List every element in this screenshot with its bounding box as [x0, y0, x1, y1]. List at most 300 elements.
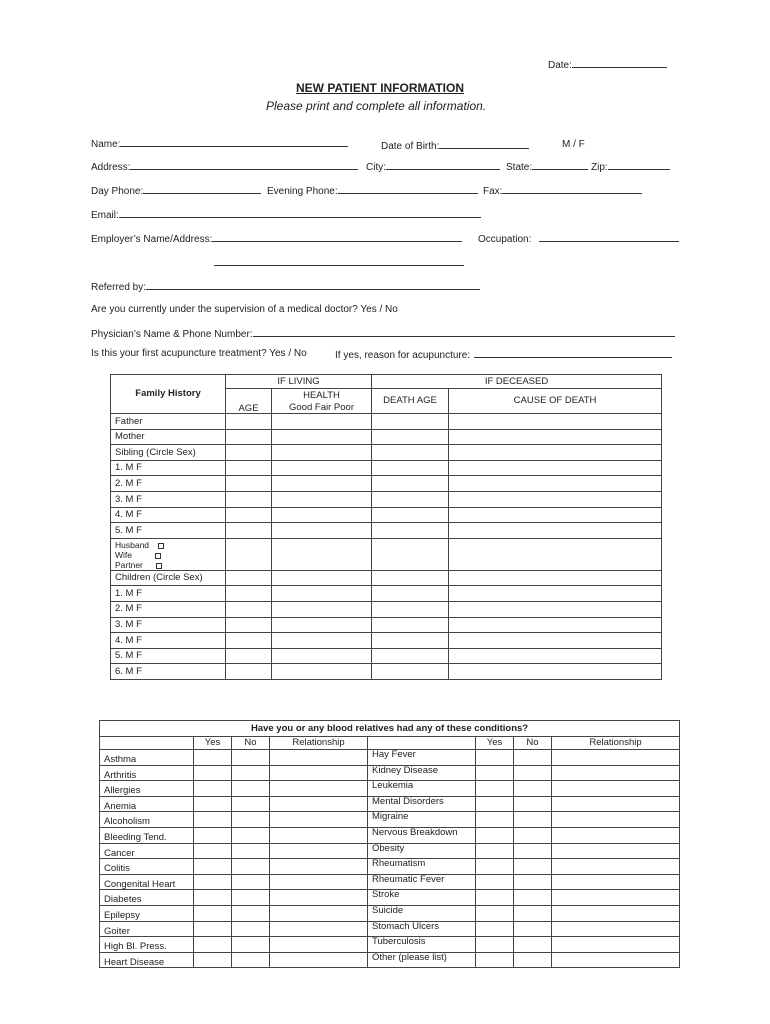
fh-cell[interactable] — [272, 429, 372, 445]
employer-line-2 — [214, 256, 464, 269]
physician-field — [91, 327, 675, 340]
fh-cell[interactable] — [372, 538, 449, 570]
condition-label: Kidney Disease — [368, 765, 476, 781]
fh-cell[interactable] — [449, 507, 662, 523]
condition-no-cell[interactable] — [514, 859, 552, 875]
condition-no-cell[interactable] — [232, 843, 270, 859]
fh-cell[interactable] — [272, 570, 372, 586]
fh-cell[interactable] — [449, 586, 662, 602]
condition-yes-cell[interactable] — [476, 874, 514, 890]
name-input[interactable] — [120, 137, 348, 147]
condition-yes-cell[interactable] — [194, 781, 232, 797]
fh-cell[interactable] — [449, 491, 662, 507]
condition-relationship-cell[interactable] — [270, 890, 368, 906]
date-field — [548, 58, 667, 71]
condition-relationship-cell[interactable] — [552, 874, 680, 890]
table-row — [100, 765, 680, 781]
condition-label: Rheumatic Fever — [368, 874, 476, 890]
day-phone-field — [91, 184, 261, 197]
table-row — [100, 843, 680, 859]
condition-yes-cell[interactable] — [194, 750, 232, 766]
condition-relationship-cell[interactable] — [552, 952, 680, 968]
condition-relationship-cell[interactable] — [270, 937, 368, 953]
occupation-input[interactable] — [539, 232, 679, 242]
condition-yes-cell[interactable] — [194, 796, 232, 812]
condition-yes-cell[interactable] — [476, 937, 514, 953]
condition-no-cell[interactable] — [232, 890, 270, 906]
if-living-header: IF LIVING — [226, 375, 372, 389]
physician-input[interactable] — [253, 327, 675, 337]
evening-phone-field — [267, 184, 478, 197]
fh-cell[interactable] — [449, 648, 662, 664]
family-history-title: Family History — [111, 375, 226, 414]
family-member-label: 1. M F — [111, 586, 226, 602]
family-member-label: 2. M F — [111, 476, 226, 492]
condition-yes-cell[interactable] — [194, 765, 232, 781]
fh-cell[interactable] — [372, 491, 449, 507]
fh-cell[interactable] — [372, 476, 449, 492]
condition-label: Arthritis — [100, 765, 194, 781]
table-row — [100, 952, 680, 968]
fh-cell[interactable] — [226, 445, 272, 461]
condition-yes-cell[interactable] — [476, 827, 514, 843]
condition-yes-cell[interactable] — [194, 937, 232, 953]
condition-relationship-cell[interactable] — [270, 843, 368, 859]
condition-label: Asthma — [100, 750, 194, 766]
family-member-label: 4. M F — [111, 633, 226, 649]
fh-cell[interactable] — [226, 617, 272, 633]
cond-header-blank — [100, 737, 194, 750]
condition-yes-cell[interactable] — [476, 859, 514, 875]
condition-relationship-cell[interactable] — [270, 859, 368, 875]
fh-cell[interactable] — [449, 601, 662, 617]
email-field — [91, 208, 481, 221]
condition-label: Epilepsy — [100, 905, 194, 921]
fh-cell[interactable] — [372, 445, 449, 461]
fh-cell[interactable] — [272, 586, 372, 602]
family-member-label: Father — [111, 414, 226, 430]
condition-label: Leukemia — [368, 781, 476, 797]
day-phone-input[interactable] — [143, 184, 261, 194]
sex-option[interactable]: M / F — [562, 139, 585, 150]
condition-label: Allergies — [100, 781, 194, 797]
condition-label: Mental Disorders — [368, 796, 476, 812]
death-age-header: DEATH AGE — [372, 389, 449, 414]
condition-no-cell[interactable] — [514, 905, 552, 921]
fh-cell[interactable] — [226, 460, 272, 476]
fh-cell[interactable] — [372, 648, 449, 664]
family-member-label: Mother — [111, 429, 226, 445]
fh-cell[interactable] — [372, 617, 449, 633]
city-label: City: — [366, 162, 386, 173]
condition-label: Suicide — [368, 905, 476, 921]
condition-yes-cell[interactable] — [194, 921, 232, 937]
spouse-options — [111, 538, 226, 570]
referred-field — [91, 280, 480, 293]
fax-input[interactable] — [502, 184, 642, 194]
fh-cell[interactable] — [449, 523, 662, 539]
age-header: AGE — [226, 389, 272, 414]
table-row — [111, 648, 662, 664]
condition-no-cell[interactable] — [232, 952, 270, 968]
no-header: No — [514, 737, 552, 750]
state-field — [506, 160, 588, 173]
fh-cell[interactable] — [272, 633, 372, 649]
physician-label: Physician’s Name & Phone Number: — [91, 329, 253, 340]
condition-yes-cell[interactable] — [476, 750, 514, 766]
condition-label: Other (please list) — [368, 952, 476, 968]
husband-checkbox[interactable] — [158, 543, 164, 549]
table-row — [111, 633, 662, 649]
table-row — [100, 750, 680, 766]
table-row — [111, 460, 662, 476]
condition-yes-cell[interactable] — [194, 952, 232, 968]
condition-no-cell[interactable] — [514, 750, 552, 766]
condition-label: Stomach Ulcers — [368, 921, 476, 937]
employer-input-2[interactable] — [214, 256, 464, 266]
address-input[interactable] — [130, 160, 358, 170]
dob-input[interactable] — [439, 139, 529, 149]
family-member-label: 1. M F — [111, 460, 226, 476]
fax-field — [483, 184, 642, 197]
condition-label: Rheumatism — [368, 859, 476, 875]
zip-input[interactable] — [608, 160, 670, 170]
address-field — [91, 160, 358, 173]
condition-relationship-cell[interactable] — [270, 765, 368, 781]
table-row — [111, 617, 662, 633]
spouse-row — [111, 538, 662, 570]
fh-cell[interactable] — [226, 507, 272, 523]
fh-cell[interactable] — [449, 633, 662, 649]
table-row — [100, 874, 680, 890]
condition-yes-cell[interactable] — [476, 843, 514, 859]
condition-yes-cell[interactable] — [476, 921, 514, 937]
fh-cell[interactable] — [272, 491, 372, 507]
condition-label: Migraine — [368, 812, 476, 828]
table-row — [100, 905, 680, 921]
condition-no-cell[interactable] — [514, 952, 552, 968]
condition-yes-cell[interactable] — [476, 765, 514, 781]
table-row — [111, 586, 662, 602]
city-field — [366, 160, 500, 173]
condition-label: Tuberculosis — [368, 937, 476, 953]
fh-cell[interactable] — [372, 414, 449, 430]
city-input[interactable] — [386, 160, 500, 170]
husband-option: Husband — [115, 539, 150, 550]
condition-relationship-cell[interactable] — [552, 765, 680, 781]
acupuncture-reason-field — [335, 348, 672, 361]
condition-relationship-cell[interactable] — [552, 937, 680, 953]
zip-field — [591, 160, 670, 173]
table-row — [111, 445, 662, 461]
table-row — [111, 476, 662, 492]
fh-cell[interactable] — [372, 601, 449, 617]
table-row — [111, 507, 662, 523]
condition-yes-cell[interactable] — [476, 812, 514, 828]
fh-cell[interactable] — [272, 538, 372, 570]
fh-cell[interactable] — [372, 429, 449, 445]
state-label: State: — [506, 162, 533, 173]
condition-relationship-cell[interactable] — [270, 781, 368, 797]
state-input[interactable] — [532, 160, 588, 170]
yes-header: Yes — [194, 737, 232, 750]
condition-no-cell[interactable] — [232, 874, 270, 890]
fh-cell[interactable] — [272, 617, 372, 633]
condition-yes-cell[interactable] — [194, 905, 232, 921]
fh-cell[interactable] — [449, 414, 662, 430]
fh-cell[interactable] — [272, 601, 372, 617]
fh-cell[interactable] — [449, 538, 662, 570]
partner-option: Partner — [115, 559, 143, 570]
employer-label: Employer’s Name/Address: — [91, 234, 213, 245]
zip-label: Zip: — [591, 162, 608, 173]
evening-phone-label: Evening Phone: — [267, 186, 338, 197]
wife-option: Wife — [115, 549, 132, 560]
table-row — [100, 796, 680, 812]
page-subtitle: Please print and complete all information. — [266, 99, 487, 113]
family-member-label: Sibling (Circle Sex) — [111, 445, 226, 461]
condition-relationship-cell[interactable] — [552, 812, 680, 828]
fh-cell[interactable] — [449, 476, 662, 492]
condition-no-cell[interactable] — [514, 921, 552, 937]
condition-yes-cell[interactable] — [476, 952, 514, 968]
condition-relationship-cell[interactable] — [552, 781, 680, 797]
fh-cell[interactable] — [449, 664, 662, 680]
condition-no-cell[interactable] — [514, 765, 552, 781]
name-field — [91, 137, 348, 150]
condition-no-cell[interactable] — [232, 937, 270, 953]
fh-cell[interactable] — [372, 507, 449, 523]
condition-no-cell[interactable] — [514, 781, 552, 797]
table-row — [111, 601, 662, 617]
condition-no-cell[interactable] — [232, 750, 270, 766]
table-row — [111, 523, 662, 539]
email-input[interactable] — [119, 208, 481, 218]
fh-cell[interactable] — [272, 664, 372, 680]
fh-cell[interactable] — [226, 633, 272, 649]
condition-label: Heart Disease — [100, 952, 194, 968]
fh-cell[interactable] — [272, 476, 372, 492]
condition-relationship-cell[interactable] — [270, 812, 368, 828]
condition-yes-cell[interactable] — [476, 890, 514, 906]
table-row — [111, 570, 662, 586]
condition-relationship-cell[interactable] — [552, 750, 680, 766]
condition-yes-cell[interactable] — [476, 781, 514, 797]
evening-phone-input[interactable] — [338, 184, 478, 194]
condition-relationship-cell[interactable] — [552, 905, 680, 921]
condition-label: Anemia — [100, 796, 194, 812]
condition-no-cell[interactable] — [232, 796, 270, 812]
table-row — [100, 890, 680, 906]
condition-label: Cancer — [100, 843, 194, 859]
referred-label: Referred by: — [91, 282, 147, 293]
condition-label: Diabetes — [100, 890, 194, 906]
health-options-header: Good Fair Poor — [272, 402, 372, 414]
fh-cell[interactable] — [272, 648, 372, 664]
condition-no-cell[interactable] — [514, 874, 552, 890]
condition-label: High Bl. Press. — [100, 937, 194, 953]
condition-no-cell[interactable] — [514, 827, 552, 843]
fh-cell[interactable] — [372, 633, 449, 649]
fh-cell[interactable] — [372, 586, 449, 602]
partner-checkbox[interactable] — [156, 563, 162, 569]
cause-of-death-header: CAUSE OF DEATH — [449, 389, 662, 414]
table-row — [111, 491, 662, 507]
fh-cell[interactable] — [226, 538, 272, 570]
name-label: Name: — [91, 139, 121, 150]
occupation-label: Occupation: — [478, 234, 532, 245]
fh-cell[interactable] — [226, 523, 272, 539]
fh-cell[interactable] — [449, 570, 662, 586]
condition-relationship-cell[interactable] — [552, 827, 680, 843]
fh-cell[interactable] — [272, 507, 372, 523]
fh-cell[interactable] — [449, 460, 662, 476]
page-title: NEW PATIENT INFORMATION — [296, 81, 464, 95]
condition-label: Obesity — [368, 843, 476, 859]
condition-relationship-cell[interactable] — [270, 905, 368, 921]
supervision-question[interactable]: Are you currently under the supervision of a medical doctor? Yes / No — [91, 304, 398, 315]
condition-label: Congenital Heart — [100, 874, 194, 890]
referred-input[interactable] — [146, 280, 480, 290]
condition-no-cell[interactable] — [514, 843, 552, 859]
table-row — [100, 937, 680, 953]
occupation-field — [478, 232, 679, 245]
conditions-table — [99, 720, 680, 968]
fh-cell[interactable] — [449, 445, 662, 461]
family-history-table — [110, 374, 662, 680]
fh-cell[interactable] — [272, 445, 372, 461]
fh-cell[interactable] — [226, 491, 272, 507]
condition-no-cell[interactable] — [232, 859, 270, 875]
condition-relationship-cell[interactable] — [552, 796, 680, 812]
fh-cell[interactable] — [226, 601, 272, 617]
employer-input[interactable] — [212, 232, 462, 242]
condition-label: Bleeding Tend. — [100, 827, 194, 843]
no-header: No — [232, 737, 270, 750]
family-member-label: 3. M F — [111, 491, 226, 507]
acupuncture-reason-label: If yes, reason for acupuncture: — [335, 350, 471, 361]
table-row — [100, 827, 680, 843]
fh-cell[interactable] — [226, 570, 272, 586]
table-row — [111, 664, 662, 680]
condition-yes-cell[interactable] — [194, 827, 232, 843]
condition-yes-cell[interactable] — [194, 843, 232, 859]
fh-cell[interactable] — [449, 429, 662, 445]
condition-relationship-cell[interactable] — [270, 796, 368, 812]
condition-no-cell[interactable] — [232, 765, 270, 781]
conditions-title: Have you or any blood relatives had any of these conditions? — [100, 721, 680, 737]
table-row — [100, 781, 680, 797]
first-acupuncture-question[interactable]: Is this your first acupuncture treatment? Yes / No — [91, 348, 307, 359]
condition-no-cell[interactable] — [232, 905, 270, 921]
condition-relationship-cell[interactable] — [552, 859, 680, 875]
condition-yes-cell[interactable] — [194, 812, 232, 828]
condition-yes-cell[interactable] — [194, 874, 232, 890]
relationship-header: Relationship — [270, 737, 368, 750]
table-row — [111, 429, 662, 445]
condition-no-cell[interactable] — [232, 812, 270, 828]
table-row — [100, 812, 680, 828]
condition-yes-cell[interactable] — [194, 890, 232, 906]
family-member-label: 3. M F — [111, 617, 226, 633]
dob-field — [381, 139, 529, 152]
fh-cell[interactable] — [372, 570, 449, 586]
family-member-label: 5. M F — [111, 523, 226, 539]
fh-cell[interactable] — [272, 414, 372, 430]
day-phone-label: Day Phone: — [91, 186, 144, 197]
table-row — [100, 921, 680, 937]
condition-no-cell[interactable] — [232, 921, 270, 937]
relationship-header: Relationship — [552, 737, 680, 750]
family-member-label: Children (Circle Sex) — [111, 570, 226, 586]
family-member-label: 2. M F — [111, 601, 226, 617]
condition-relationship-cell[interactable] — [270, 874, 368, 890]
acupuncture-reason-input[interactable] — [474, 348, 672, 358]
fh-cell[interactable] — [372, 664, 449, 680]
condition-label: Alcoholism — [100, 812, 194, 828]
employer-field — [91, 232, 462, 245]
fh-cell[interactable] — [372, 460, 449, 476]
condition-no-cell[interactable] — [514, 812, 552, 828]
condition-label: Hay Fever — [368, 750, 476, 766]
condition-label: Stroke — [368, 890, 476, 906]
fh-cell[interactable] — [226, 429, 272, 445]
condition-no-cell[interactable] — [514, 937, 552, 953]
condition-relationship-cell[interactable] — [270, 827, 368, 843]
condition-yes-cell[interactable] — [476, 905, 514, 921]
fh-cell[interactable] — [226, 414, 272, 430]
condition-relationship-cell[interactable] — [270, 921, 368, 937]
condition-no-cell[interactable] — [232, 827, 270, 843]
fh-cell[interactable] — [272, 460, 372, 476]
condition-no-cell[interactable] — [514, 890, 552, 906]
email-label: Email: — [91, 210, 119, 221]
health-header: HEALTH — [272, 389, 372, 402]
condition-relationship-cell[interactable] — [552, 843, 680, 859]
date-input[interactable] — [572, 58, 667, 68]
condition-relationship-cell[interactable] — [270, 750, 368, 766]
condition-yes-cell[interactable] — [194, 859, 232, 875]
if-deceased-header: IF DECEASED — [372, 375, 662, 389]
condition-relationship-cell[interactable] — [552, 921, 680, 937]
family-member-label: 6. M F — [111, 664, 226, 680]
condition-no-cell[interactable] — [232, 781, 270, 797]
condition-label: Goiter — [100, 921, 194, 937]
fh-cell[interactable] — [226, 586, 272, 602]
wife-checkbox[interactable] — [155, 553, 161, 559]
cond-header-blank — [368, 737, 476, 750]
fax-label: Fax: — [483, 186, 503, 197]
condition-yes-cell[interactable] — [476, 796, 514, 812]
table-row — [100, 859, 680, 875]
address-label: Address: — [91, 162, 131, 173]
condition-no-cell[interactable] — [514, 796, 552, 812]
date-label: Date: — [548, 60, 572, 71]
family-member-label: 5. M F — [111, 648, 226, 664]
dob-label: Date of Birth: — [381, 141, 440, 152]
fh-cell[interactable] — [372, 523, 449, 539]
yes-header: Yes — [476, 737, 514, 750]
condition-relationship-cell[interactable] — [270, 952, 368, 968]
condition-label: Colitis — [100, 859, 194, 875]
fh-cell[interactable] — [449, 617, 662, 633]
condition-relationship-cell[interactable] — [552, 890, 680, 906]
condition-label: Nervous Breakdown — [368, 827, 476, 843]
fh-cell[interactable] — [226, 648, 272, 664]
fh-cell[interactable] — [226, 476, 272, 492]
fh-cell[interactable] — [226, 664, 272, 680]
fh-cell[interactable] — [272, 523, 372, 539]
